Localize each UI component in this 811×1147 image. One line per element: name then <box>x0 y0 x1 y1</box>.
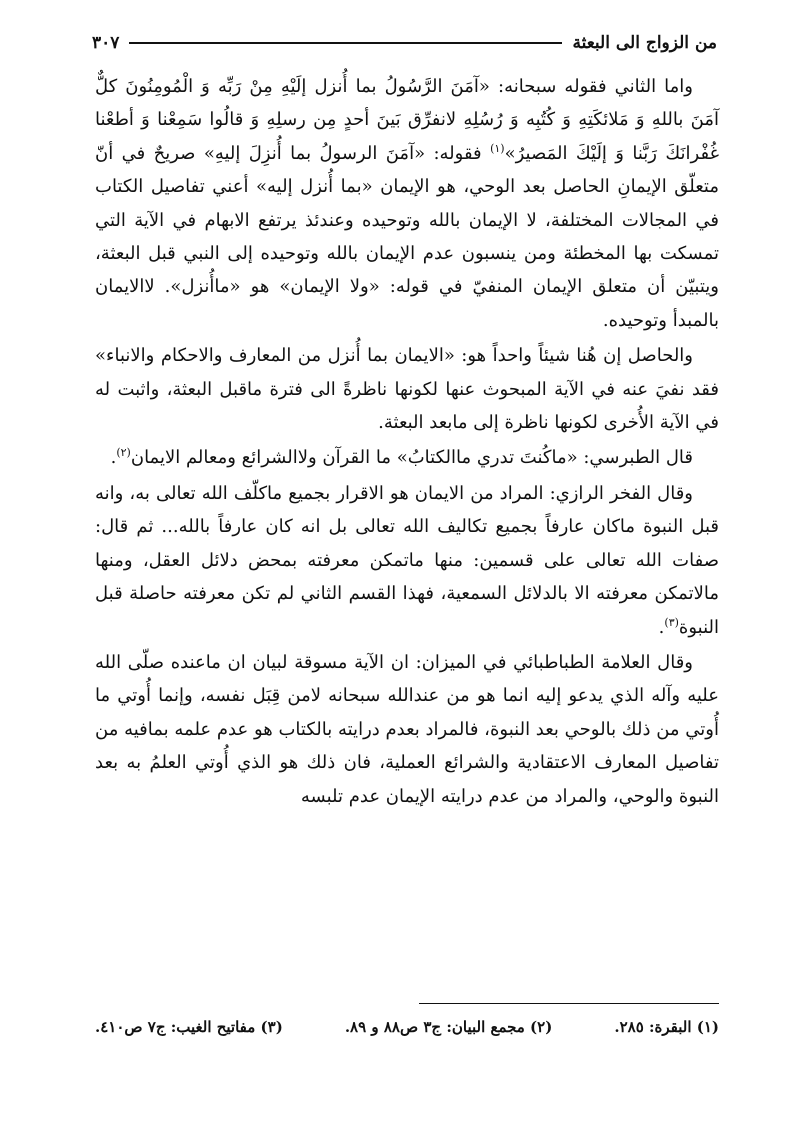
footnote: (٣) مفاتيح الغيب: ج٧ ص٤١٠. <box>95 1018 283 1036</box>
page-number: ٣٠٧ <box>92 33 120 53</box>
footnote: (٢) مجمع البيان: ج٣ ص٨٨ و ٨٩. <box>344 1018 553 1036</box>
footnote: (١) البقرة: ٢٨٥. <box>614 1018 719 1036</box>
paragraph: قال الطبرسي: «ماكُنتَ تدري ماالكتابُ» ما القرآن ولاالشرائع ومعالم الايمان$^{(٢)}$. <box>110 446 693 469</box>
header-rule <box>129 42 562 44</box>
chapter-title: من الزواج الى البعثة <box>572 33 717 53</box>
paragraph: وقال الفخر الرازي: المراد من الايمان هو الاقرار بجميع ماكلّف الله تعالى به، وانه قبل النبوة ماكان عارفاً بجميع تكاليف الله تعالى بل انه كان عارفاً بالله... ثم قال: صفات الله تعالى على قسمين: منها ماتمكن معرفته بمحض دلائل العقل، ومنها مالاتمكن معرفته الا بالدلائل السمعية، فهذا القسم الثاني لم تكن معرفته حاصلة قبل النبوة$^{(٣)}$. <box>95 482 719 638</box>
footnote-ref: (١) <box>490 141 505 155</box>
footnote-separator <box>419 1003 719 1004</box>
footnote-ref: (٢) <box>116 446 131 460</box>
main-text <box>95 70 719 813</box>
running-header <box>92 26 717 60</box>
paragraph: وقال العلامة الطباطبائي في الميزان: ان الآية مسوقة لبيان ان ماعنده صلّى الله عليه وآله الذي يدعو إليه انما هو من عندالله سبحانه لامن قِبَل نفسه، وإنما أُوتي ما أُوتي من ذلك بالوحي بعد النبوة، فالمراد بعدم درايته بالكتاب هو عدم علمه بمافيه من تفاصيل المعارف الاعتقادية والشرائع العملية، فان ذلك هو الذي أُوتي العلمُ به بعد النبوة والوحي، والمراد من عدم درايته الإيمان عدم تلبسه <box>95 651 719 807</box>
footnotes <box>95 1018 719 1036</box>
footnote-ref: (٣) <box>664 615 679 629</box>
paragraph: واما الثاني فقوله سبحانه: «آمَنَ الرَّسُولُ بما أُنزل إلَيْهِ مِنْ رَبِّه وَ الْمُومِنُونَ كلٌّ آمَنَ باللهِ وَ مَلائكَتِهِ وَ كُتُبِه وَ رُسُلِهِ لانفرِّق بَينَ أحدٍ مِن رسلِهِ وَ قالُوا سَمِعْنا وَ أطعْنا غُفْرانَكَ رَبَّنا وَ إلَيْكَ المَصيرُ»$^{(١)}$ فقوله: «آمَنَ الرسولُ بما أُنزِلَ إليهِ» صريحٌ في أنّ متعلّق الإيمانِ الحاصل بعد الوحي، هو الإيمان «بما أُنزل إليه» أعني تفاصيل الكتاب في المجالات المختلفة، لا الإيمان بالله وتوحيده وعندئذ يرتفع الابهام في الآية التي تمسكت بها المخطئة ومن ينسبون عدم الإيمان بالله وتوحيده إلى النبي قبل البعثة، ويتبيّن أن متعلق الإيمان المنفيّ في قوله: «ولا الإيمان» هو «ماأُنزل». لاالايمان بالمبدأ وتوحيده. <box>95 76 720 331</box>
paragraph: والحاصل إن هُنا شيئاً واحداً هو: «الايمان بما أُنزل من المعارف والاحكام والانباء» فقد نفيَ عنه في الآية المبحوث عنها لكونها ناظرةً الى فترة ماقبل البعثة، واثبت له في الآية الأُخرى لكونها ناظرة إلى مابعد البعثة. <box>95 345 719 434</box>
